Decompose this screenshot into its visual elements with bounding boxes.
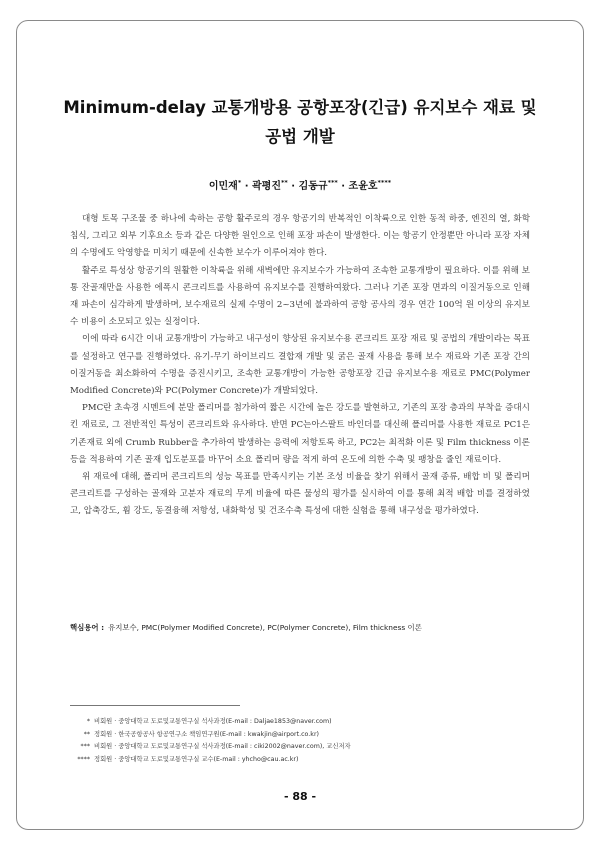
author-name: 이민재 — [208, 181, 238, 192]
keywords — [70, 622, 540, 633]
footnote — [66, 741, 546, 754]
keywords-label: 핵심용어 : — [70, 623, 105, 632]
author-mark: *** — [327, 178, 338, 187]
abstract-paragraph: 대형 토목 구조물 중 하나에 속하는 공항 활주로의 경우 항공기의 반복적인 이착륙으로 인한 동적 하중, 엔진의 열, 화학침식, 그리고 외부 기후요소 등과 같은 다양한 원인으로 인해 포장 파손이 발생한다. 이는 항공기 안정뿐만 아니라 포장 자체의 수명에도 악영향을 미치기 때문에 신속한 보수가 이루어져야 한다. — [70, 214, 530, 259]
footnotes — [66, 716, 546, 766]
abstract-paragraph: 이에 따라 6시간 이내 교통개방이 가능하고 내구성이 향상된 유지보수용 콘크리트 포장 재료 및 공법의 개발이라는 목표를 설정하고 연구를 진행하였다. 유기-무기 하이브리드 결합재 개발 및 굵은 골재 사용을 통해 보수 재료와 기존 포장 간의 이질거동을 최소화하여 수명을 증진시키고, 조속한 교통개방이 가능한 공항포장 긴급 유지보수용 재료로 PMC(Polymer Modified Concrete)와 PC(Polymer Concrete)가 개발되었다. — [70, 334, 530, 397]
title-line-1: Minimum-delay 교통개방용 공항포장(긴급) 유지보수 재료 및 — [63, 98, 537, 117]
abstract-paragraph: PMC란 초속경 시멘트에 분말 폴리머를 첨가하여 짧은 시간에 높은 강도를 발현하고, 기존의 포장 층과의 부착을 증대시킨 재료로, 그 전반적인 특성이 콘크리트와 유사하다. 반면 PC는아스팔트 바인더를 대신해 폴리머를 사용한 재료로 PC1은 기존재료 외에 Crumb Rubber을 추가하여 발생하는 응력에 저항토록 하고, PC2는 최적화 이론 및 Film thickness 이론 등을 적용하여 기존 골재 입도분포를 바꾸어 소요 폴리머 량을 적게 하여 온도에 의한 수축 및 팽창을 줄인 재료이다. — [70, 403, 530, 465]
abstract-paragraph: 위 재료에 대해, 폴리머 콘크리트의 성능 목표를 만족시키는 기본 조성 비율을 찾기 위해서 골재 종류, 배합 비 및 폴리머 콘크리트를 구성하는 골재와 고분자 재료의 무게 비율에 따른 물성의 평가를 실시하여 이를 통해 최적 배합 비를 결정하였고, 압축강도, 휨 강도, 동결융해 저항성, 내화학성 및 건조수축 특성에 대한 실험을 통해 내구성을 평가하였다. — [70, 472, 530, 517]
author-mark: * — [237, 178, 242, 187]
footnote-text: 비회원 · 중앙대학교 도로및교통연구실 석사과정(E-mail : Daljae1853@naver.com) — [94, 718, 332, 725]
abstract — [70, 211, 530, 521]
page-number: - 88 - — [283, 790, 317, 803]
footnote-divider — [70, 705, 240, 706]
author-separator: · — [337, 181, 349, 192]
footnote-text: 정회원 · 중앙대학교 도로및교통연구실 교수(E-mail : yhcho@cau.ac.kr) — [94, 755, 299, 763]
title-line-2: 공법 개발 — [265, 127, 335, 146]
footnote-mark: * — [86, 718, 90, 725]
author-mark: **** — [377, 178, 392, 187]
author-name: 김동규 — [298, 181, 328, 192]
author-mark: ** — [281, 178, 288, 187]
author-separator: · — [287, 181, 299, 192]
footnote-mark: *** — [80, 743, 90, 751]
footnote — [66, 754, 546, 767]
footnote-text: 비회원 · 중앙대학교 도로및교통연구실 석사과정(E-mail : ciki2002@naver.com), 교신저자 — [94, 743, 351, 751]
paper-title — [50, 93, 550, 151]
footnote-mark: **** — [77, 755, 90, 763]
footnote — [66, 716, 546, 729]
author-separator: · — [241, 181, 253, 192]
footnote-mark: ** — [83, 730, 90, 738]
abstract-paragraph: 활주로 특성상 항공기의 원활한 이착륙을 위해 새벽에만 유지보수가 가능하여 조속한 교통개방이 필요하다. 이를 위해 보통 잔골재만을 사용한 에폭시 콘크리트를 사용하여 유지보수를 진행하여왔다. 그러나 기존 포장 면과의 이질거동으로 인해 재 파손이 심각하게 발생하며, 보수재료의 실제 수명이 2~3년에 불과하여 공항 공사의 경우 연간 100억 원 이상의 유지보수 비용이 소모되고 있는 실정이다. — [70, 265, 530, 328]
author-name: 곽평진 — [252, 181, 281, 192]
author-list — [50, 177, 550, 192]
footnote — [66, 729, 546, 742]
keywords-text: 유지보수, PMC(Polymer Modified Concrete), PC(Polymer Concrete), Film thickness 이론 — [108, 623, 422, 632]
footnote-text: 정회원 · 한국공항공사 항공연구소 책임연구원(E-mail : kwakjin@airport.co.kr) — [94, 730, 319, 738]
author-name: 조윤호 — [348, 181, 378, 192]
